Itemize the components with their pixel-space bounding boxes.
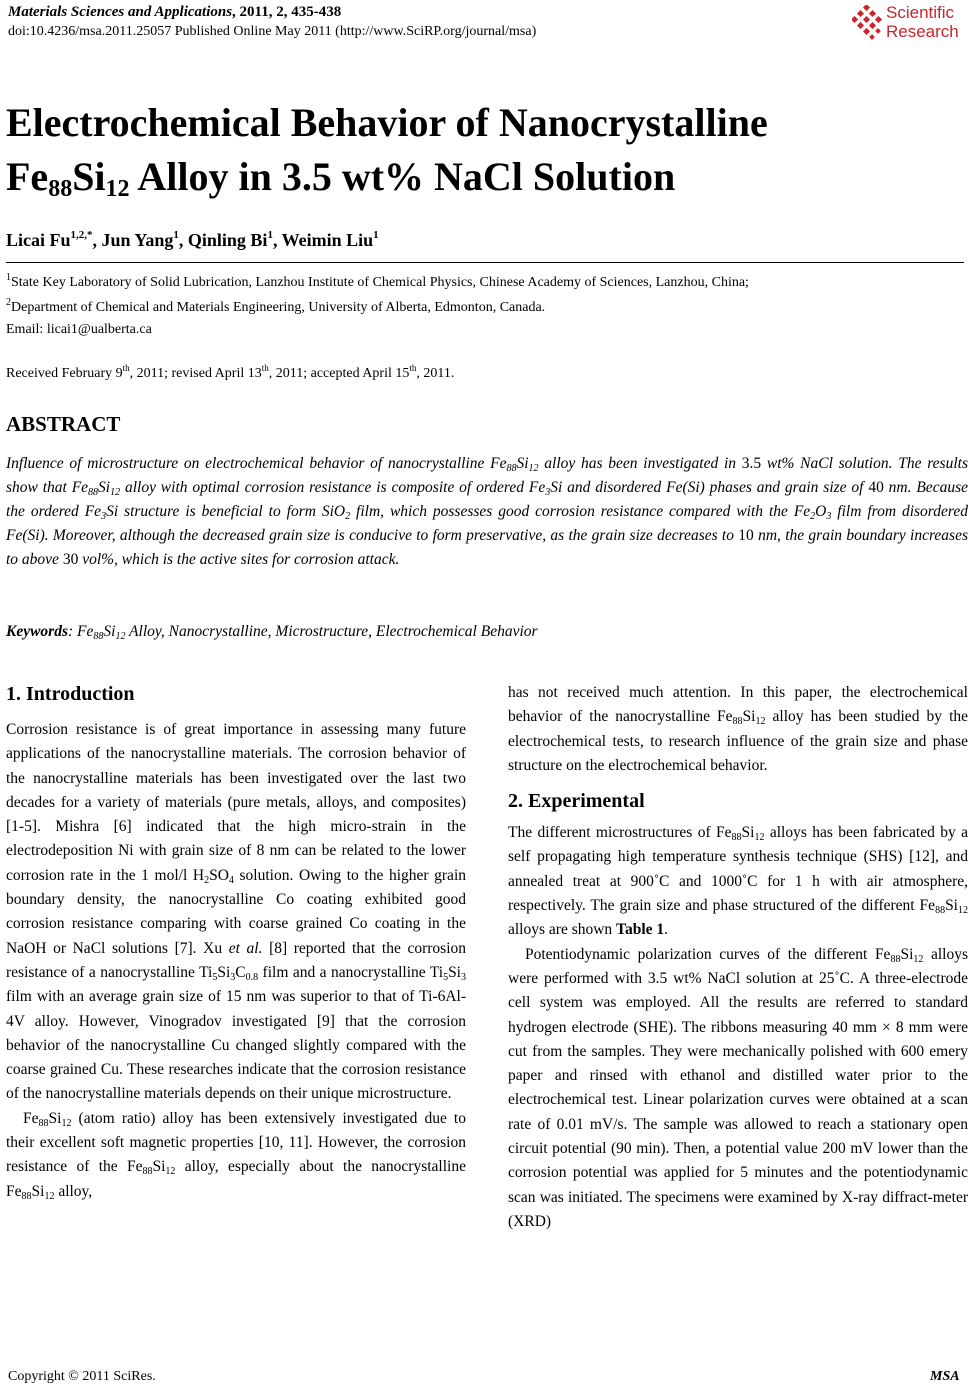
logo-line-1: Scientific (886, 3, 955, 22)
author-2: , Jun Yang (92, 230, 174, 250)
keywords-text-3: Alloy, Nanocrystalline, Microstructure, Electrochemical Behavior (125, 623, 538, 640)
affiliation-1-text: State Key Laboratory of Solid Lubrication, Lanzhou Institute of Chemical Physics, Chinese Academy of Sciences, Lanzhou, China; (11, 275, 749, 290)
author-3: , Qinling Bi (178, 230, 268, 250)
header-rule (6, 262, 964, 263)
keywords-line (6, 623, 538, 641)
title-line-2 (6, 150, 966, 204)
scientific-research-logo (852, 3, 970, 43)
footer-journal: MSA (930, 1369, 960, 1384)
intro-paragraph-2: $Fe_{88}Si_{12}$ (atom ratio) alloy has been extensively investigated due to their excellent soft magnetic properties [10, 11]. However, the corrosion resistance of the $Fe_{88}Si_{12}$ alloy, especially about the nanocrystalline $Fe_{88}Si_{12}$ alloy, (6, 1109, 466, 1202)
author-4-sup: 1 (373, 229, 379, 241)
received-text-4: , 2011. (416, 366, 455, 381)
logo-text (886, 3, 959, 41)
footer-copyright: Copyright © 2011 SciRes. (8, 1369, 156, 1384)
title-rest: Alloy in 3.5 wt% NaCl Solution (129, 154, 676, 199)
introduction-heading: 1. Introduction (6, 683, 135, 705)
affiliation-2 (6, 297, 968, 316)
received-sup-2: th (261, 363, 269, 373)
abstract-body: Influence of microstructure on electrochemical behavior of nanocrystalline $Fe_{88}Si_{12}$ alloy has been investigated in 3.5 wt% NaCl solution. The results show that $Fe_{88}Si_{12}$ alloy with optimal corrosion resistance is composite of ordered $Fe_3Si$ and disordered Fe(Si) phases and grain size of 40 nm. Because the ordered $Fe_3Si$ structure is beneficial to form SiO$_2$ film, which possesses good corrosion resistance compared with the $Fe_2O_3$ film from disordered Fe(Si). Moreover, although the decreased grain size is conducive to form preservative, as the grain size decreases to 10 nm, the grain boundary increases to above 30 vol%, which is the active sites for corrosion attack. (6, 455, 968, 568)
affiliation-1-num: 1 (6, 272, 11, 283)
intro-paragraph-1: Corrosion resistance is of great importance in assessing many future applications of the nanocrystalline materials. The corrosion behavior of the nanocrystalline materials has been investigated over the last two decades for a variety of materials (pure metals, alloys, and composites) [1-5]. Mishra [6] indicated that the high micro-strain in the electrodeposition Ni with grain size of 8 nm can be related to the lower corrosion rate in the 1 mol/l $H_2SO_4$ solution. Owing to the higher grain boundary density, the nanocrystalline Co coating exhibited good corrosion resistance comparing with coarse grained Co coating in the NaOH or NaCl solutions [7]. Xu et al. [8] reported that the corrosion resistance of a nanocrystalline $Ti_5Si_3C_{0.8}$ film and a nanocrystalline $Ti_5Si_3$ film with an average grain size of 15 nm was superior to that of Ti-6Al-4V alloy. However, Vinogradov investigated [9] that the corrosion behavior of the nanocrystalline Cu changed slightly compared with the coarse grained Cu. These researches indicate that the corrosion resistance of the nanocrystalline materials depends on their unique microstructure. (6, 721, 466, 1103)
title-fe: Fe (6, 154, 49, 199)
author-list (6, 230, 379, 251)
doi-line: doi:10.4236/msa.2011.25057 Published Online May 2011 (http://www.SciRP.org/journal/msa) (8, 24, 537, 39)
experimental-paragraph-1: The different microstructures of $Fe_{88}Si_{12}$ alloys has been fabricated by a self propagating high temperature synthesis technique (SHS) [12], and annealed treat at 900˚C and 1000˚C for 1 h with air atmosphere, respectively. The grain size and phase structured of the different $Fe_{88}Si_{12}$ alloys are shown Table 1. (508, 824, 969, 939)
abstract-heading: ABSTRACT (6, 412, 121, 436)
intro-paragraph-2-cont: has not received much attention. In this paper, the electrochemical behavior of the nanocrystalline $Fe_{88}Si_{12}$ alloy has been studied by the electrochemical tests, to research influence of the grain size and phase structure on the electrochemical behavior. (508, 684, 969, 774)
received-dates (6, 363, 455, 382)
title-line-1: Electrochemical Behavior of Nanocrystalline (6, 100, 768, 145)
author-1-sup: 1,2,* (70, 229, 93, 241)
journal-volume: , 2011, 2, 435-438 (232, 4, 342, 20)
title-si: Si (72, 154, 106, 199)
title-fe-sub: 88 (48, 176, 73, 202)
left-column (6, 680, 466, 1204)
experimental-paragraph-2: Potentiodynamic polarization curves of the different $Fe_{88}Si_{12}$ alloys were performed with 3.5 wt% NaCl solution at 25˚C. A three-electrode cell system was employed. All the results are referred to standard hydrogen electrode (SHE). The ribbons measuring 40 mm × 8 mm were cut from the samples. They were mechanically polished with 600 emery paper and rinsed with ethanol and distilled water prior to the electrochemical test. Linear polarization curves were obtained at a scan rate of 0.01 mV/s. The sample was allowed to reach a stationary open circuit potential (90 min). Then, a potential value 200 mV lower than the corrosion potential was applied for 5 minutes and the potentiodynamic scan was initiated. The specimens were examined by X-ray diffract-meter (XRD) (508, 945, 968, 1230)
affiliation-1 (6, 272, 968, 291)
keywords-label: Keywords (6, 623, 68, 640)
email-line: Email: licai1@ualberta.ca (6, 322, 152, 337)
received-sup-3: th (409, 363, 417, 373)
journal-name: Materials Sciences and Applications (8, 4, 233, 20)
received-text-1: Received February 9 (6, 366, 123, 381)
affiliation-2-text: Department of Chemical and Materials Engineering, University of Alberta, Edmonton, Canada. (11, 300, 546, 315)
received-sup-1: th (122, 363, 130, 373)
author-1: Licai Fu (6, 230, 71, 250)
logo-mark-icon (852, 5, 884, 41)
paper-title (6, 96, 966, 204)
author-2-sup: 1 (173, 229, 179, 241)
received-text-2: , 2011; revised April 13 (129, 366, 262, 381)
keywords-text-2: Si (103, 623, 116, 640)
logo-line-2: Research (886, 22, 959, 41)
title-si-sub: 12 (105, 176, 130, 202)
journal-citation (8, 4, 341, 21)
received-text-3: , 2011; accepted April 15 (268, 366, 410, 381)
author-3-sup: 1 (267, 229, 273, 241)
keywords-text-1: : Fe (68, 623, 94, 640)
experimental-heading: 2. Experimental (508, 790, 645, 813)
affiliation-2-num: 2 (6, 297, 11, 308)
right-column (508, 681, 968, 1234)
author-4: , Weimin Liu (272, 230, 374, 250)
keywords-sub-1: 88 (93, 631, 104, 642)
keywords-sub-2: 12 (115, 631, 126, 642)
